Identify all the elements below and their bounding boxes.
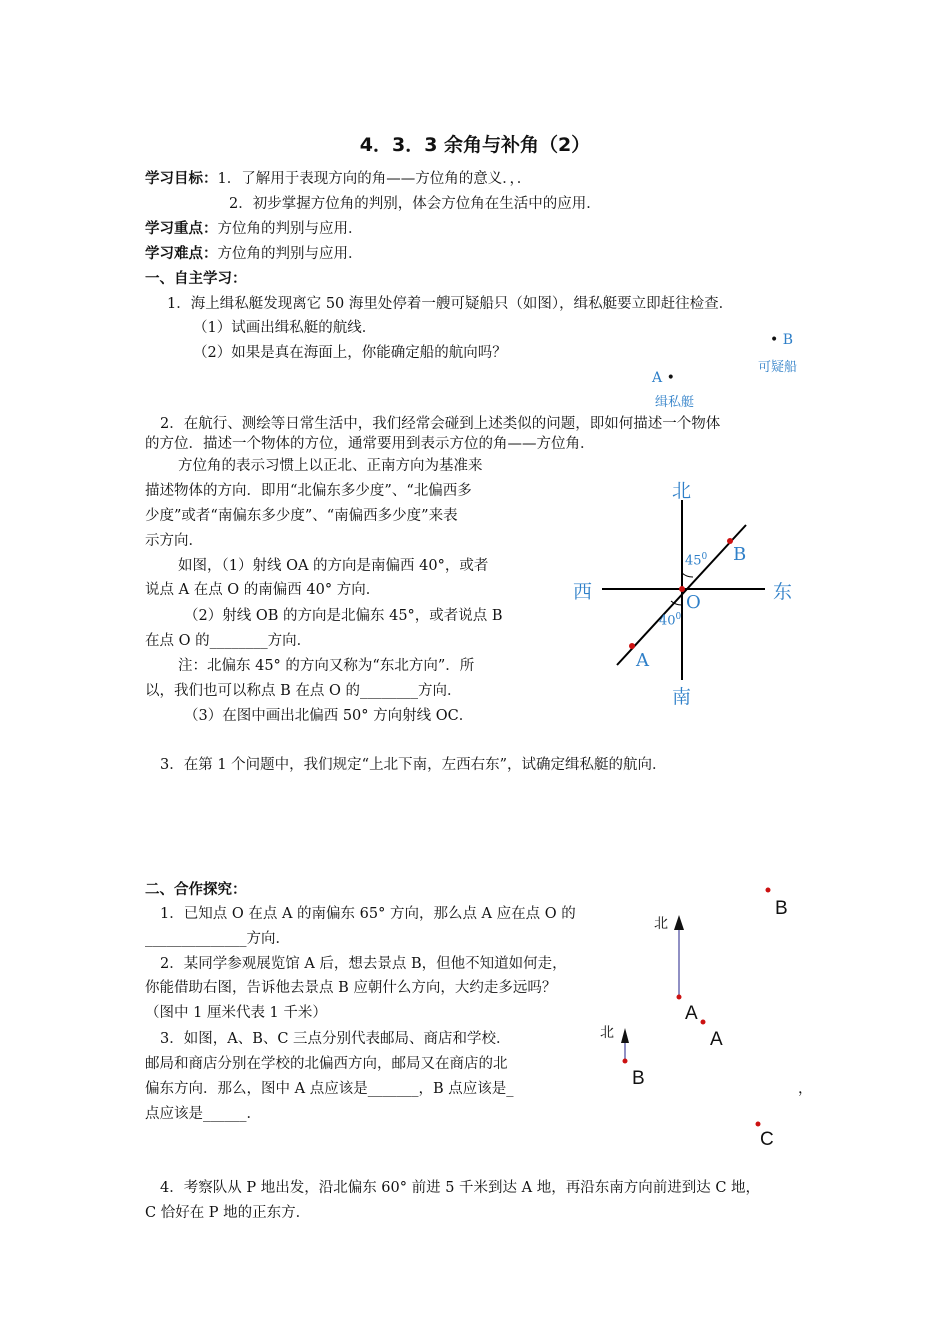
point-a-fig4 (701, 1020, 706, 1025)
fig1-b-caption: 可疑船 (758, 360, 798, 375)
point-c-fig4 (756, 1122, 761, 1127)
fig1-point-a: A • (652, 370, 675, 386)
angle-40-label: $40^0$ (659, 612, 682, 629)
north-arrow-head-b (621, 1028, 629, 1043)
point-b-fig4 (623, 1059, 628, 1064)
para-line: 少度”或者“南偏东多少度”、“南偏西多少度”来表 (145, 508, 458, 524)
s2-line: 2．某同学参观展览馆 A 后，想去景点 B，但他不知道如何走， (160, 956, 567, 972)
s2-line: 1．已知点 O 在点 A 的南偏东 65° 方向，那么点 A 应在点 O 的 (160, 906, 576, 922)
fig4-north-label: 北 (600, 1025, 614, 1041)
para-line: （2）射线 OB 的方向是北偏东 45°，或者说点 B (184, 608, 503, 624)
point-a-fig3 (677, 995, 682, 1000)
q2-line1: 2．在航行、测绘等日常生活中，我们经常会碰到上述类似的问题，即如何描述一个物体 (160, 416, 721, 432)
para-line: 如图，（1）射线 OA 的方向是南偏西 40°，或者 (178, 558, 489, 574)
fig1-a-label: A (652, 370, 663, 386)
point-b-fig3 (766, 888, 771, 893)
origin-label: O (686, 592, 701, 613)
s2-line: 点应该是______． (145, 1106, 261, 1122)
q1-1: （1）试画出缉私艇的航线． (193, 320, 377, 336)
fig1-b-label: B (782, 332, 794, 348)
q3: 3．在第 1 个问题中，我们规定“上北下南，左西右东”，试确定缉私艇的航向． (160, 757, 667, 773)
page-title: 4．3．3 余角与补角（2） (359, 134, 591, 156)
s2-line: ______________方向． (145, 931, 290, 947)
difficulty (145, 245, 363, 263)
difficulty-text: 方位角的判别与应用． (217, 246, 363, 262)
north-arrow-head-a (674, 915, 684, 930)
key-point-text: 方位角的判别与应用． (217, 221, 363, 237)
a-label: A (636, 650, 649, 671)
east-label: 东 (773, 581, 793, 603)
para-line: 方位角的表示习惯上以正北、正南方向为基准来 (178, 458, 483, 474)
key-point (145, 220, 363, 238)
goal-1: 1．了解用于表现方向的角——方位角的意义．，． (217, 171, 532, 187)
fig4-c-label: C (760, 1129, 774, 1150)
s2-comma: ， (798, 1081, 813, 1097)
south-label: 南 (672, 686, 692, 708)
para-line: 注：北偏东 45° 的方向又称为“东北方向”．所 (178, 658, 475, 674)
s2-line: 你能借助右图，告诉他去景点 B 应朝什么方向，大约走多远吗？ (145, 980, 557, 996)
s2-line: 邮局和商店分别在学校的北偏西方向，邮局又在商店的北 (145, 1056, 508, 1072)
para-line: 在点 O 的________方向． (145, 633, 312, 649)
s2-line: 3．如图，A、B、C 三点分别代表邮局、商店和学校． (160, 1031, 511, 1047)
angle-arc-45 (682, 573, 693, 577)
section2-heading: 二、合作探究： (145, 882, 247, 898)
key-point-label: 学习重点： (145, 221, 218, 237)
point-a (629, 643, 635, 649)
angle-45-label: $45^0$ (685, 552, 708, 569)
q1-2: （2）如果是真在海面上，你能确定船的航向吗？ (193, 345, 507, 361)
north-label: 北 (672, 480, 692, 502)
fig1-a-caption: 缉私艇 (655, 395, 695, 410)
goals-label: 学习目标： (145, 171, 218, 187)
fig4-b-label: B (632, 1068, 645, 1089)
fig4-a-label: A (710, 1029, 723, 1050)
west-label: 西 (573, 581, 593, 603)
difficulty-label: 学习难点： (145, 246, 218, 262)
goal-2: 2．初步掌握方位角的判别，体会方位角在生活中的应用． (229, 196, 601, 212)
fig1-point-b: • B (770, 332, 794, 348)
s2-line: 偏东方向．那么，图中 A 点应该是_______，B 点应该是_ (145, 1081, 514, 1097)
para-line: 示方向． (145, 533, 203, 549)
section1-heading: 一、自主学习： (145, 271, 247, 287)
point-o (679, 586, 685, 592)
para-line: 描述物体的方向．即用“北偏东多少度”、“北偏西多 (145, 483, 472, 499)
s2-line: （图中 1 厘米代表 1 千米） (145, 1005, 327, 1021)
q4-line2: C 恰好在 P 地的正东方． (145, 1205, 311, 1221)
para-line: （3）在图中画出北偏西 50° 方向射线 OC． (184, 708, 474, 724)
fig3-b-label: B (775, 898, 788, 919)
goals (145, 170, 531, 188)
fig3-north-label: 北 (654, 916, 668, 932)
q1: 1．海上缉私艇发现离它 50 海里处停着一艘可疑船只（如图），缉私艇要立即赶往检查． (167, 296, 734, 312)
para-line: 说点 A 在点 O 的南偏西 40° 方向． (145, 582, 381, 598)
para-line: 以，我们也可以称点 B 在点 O 的________方向． (145, 683, 462, 699)
q4-line1: 4．考察队从 P 地出发，沿北偏东 60° 前进 5 千米到达 A 地，再沿东南方向前进到达 C 地， (160, 1180, 761, 1196)
b-label: B (733, 544, 747, 565)
points-diagram (600, 880, 800, 1140)
fig3-a-label: A (685, 1003, 698, 1024)
q2-line2: 的方位．描述一个物体的方位，通常要用到表示方位的角——方位角． (145, 436, 595, 452)
